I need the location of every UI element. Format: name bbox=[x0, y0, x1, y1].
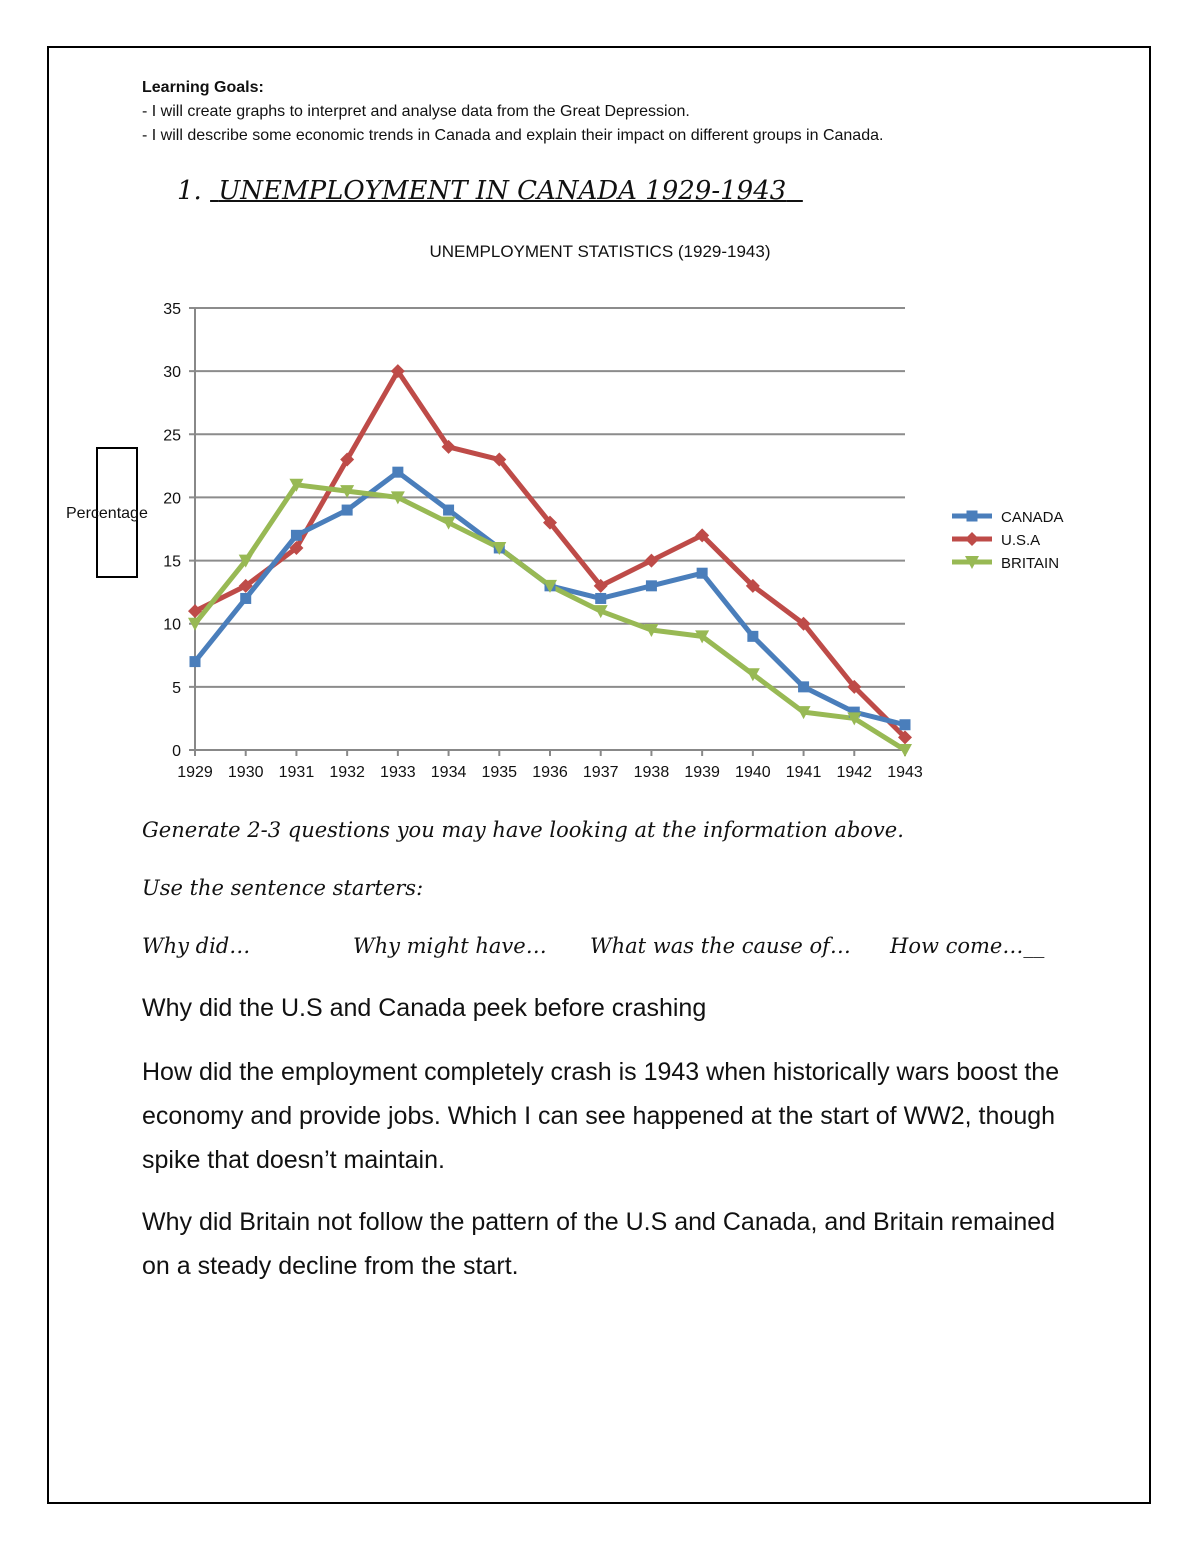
section-title-text: UNEMPLOYMENT IN CANADA 1929-1943 bbox=[218, 176, 787, 206]
data-point bbox=[291, 530, 302, 541]
learning-goal-item: - I will describe some economic trends in Canada and explain their impact on different groups in Canada. bbox=[142, 127, 884, 144]
data-point bbox=[747, 631, 758, 642]
learning-goal-item: - I will create graphs to interpret and analyse data from the Great Depression. bbox=[142, 103, 690, 120]
x-tick-label: 1932 bbox=[329, 764, 365, 781]
data-point bbox=[965, 532, 979, 546]
y-tick-label: 0 bbox=[172, 743, 181, 760]
x-tick-label: 1940 bbox=[735, 764, 771, 781]
data-point bbox=[392, 467, 403, 478]
sentence-starter: Why did… bbox=[142, 934, 251, 958]
data-point bbox=[798, 681, 809, 692]
data-point bbox=[595, 593, 606, 604]
x-tick-label: 1941 bbox=[785, 764, 822, 781]
x-tick-label: 1943 bbox=[887, 764, 923, 781]
data-point bbox=[443, 505, 454, 516]
sentence-starter: Why might have… bbox=[353, 934, 547, 958]
x-tick-label: 1931 bbox=[278, 764, 315, 781]
data-point bbox=[900, 719, 911, 730]
x-tick-label: 1937 bbox=[582, 764, 619, 781]
x-tick-label: 1936 bbox=[532, 764, 568, 781]
x-tick-label: 1942 bbox=[836, 764, 873, 781]
sentence-starter: How come…__ bbox=[890, 934, 1045, 958]
y-tick-label: 30 bbox=[163, 364, 181, 382]
section-title bbox=[177, 176, 803, 206]
y-tick-label: 25 bbox=[163, 427, 181, 445]
legend-label: U.S.A bbox=[1001, 532, 1041, 549]
learning-goals bbox=[142, 76, 883, 148]
x-tick-label: 1935 bbox=[481, 764, 518, 781]
y-tick-label: 20 bbox=[163, 490, 181, 508]
data-point bbox=[190, 656, 201, 667]
legend-label: CANADA bbox=[1001, 509, 1064, 526]
x-tick-label: 1929 bbox=[177, 764, 213, 781]
section-number: 1. bbox=[177, 176, 202, 206]
answer-3: Why did Britain not follow the pattern of the U.S and Canada, and Britain remained on a steady decline from the start. bbox=[142, 1208, 1056, 1280]
sentence-starter: What was the cause of… bbox=[590, 934, 851, 958]
x-tick-label: 1933 bbox=[380, 764, 416, 781]
chart-title: UNEMPLOYMENT STATISTICS (1929-1943) bbox=[429, 242, 771, 261]
y-tick-label: 35 bbox=[163, 301, 181, 318]
starters-label: Use the sentence starters: bbox=[142, 876, 424, 900]
y-tick-label: 5 bbox=[172, 679, 181, 697]
data-point bbox=[240, 593, 251, 604]
y-tick-label: 10 bbox=[163, 616, 181, 634]
answer-2: How did the employment completely crash is 1943 when historically wars boost the economy and provide jobs. Which I can see happened at the start of WW2, though spike that doesn’t maintain. bbox=[142, 1058, 1060, 1174]
data-point bbox=[646, 580, 657, 591]
y-axis-label: Percentage bbox=[66, 505, 148, 522]
x-tick-label: 1934 bbox=[430, 764, 467, 781]
unemployment-line-chart bbox=[90, 290, 1100, 790]
x-tick-label: 1938 bbox=[633, 764, 670, 781]
question-prompt: Generate 2-3 questions you may have looking at the information above. bbox=[142, 818, 904, 842]
x-tick-label: 1939 bbox=[684, 764, 720, 781]
data-point bbox=[697, 568, 708, 579]
x-tick-label: 1930 bbox=[227, 764, 264, 781]
data-point bbox=[342, 505, 353, 516]
answer-1: Why did the U.S and Canada peek before crashing bbox=[142, 994, 707, 1022]
y-tick-label: 15 bbox=[163, 553, 181, 571]
data-point bbox=[967, 511, 978, 522]
learning-goals-heading: Learning Goals: bbox=[142, 79, 264, 96]
legend-label: BRITAIN bbox=[1001, 555, 1060, 572]
